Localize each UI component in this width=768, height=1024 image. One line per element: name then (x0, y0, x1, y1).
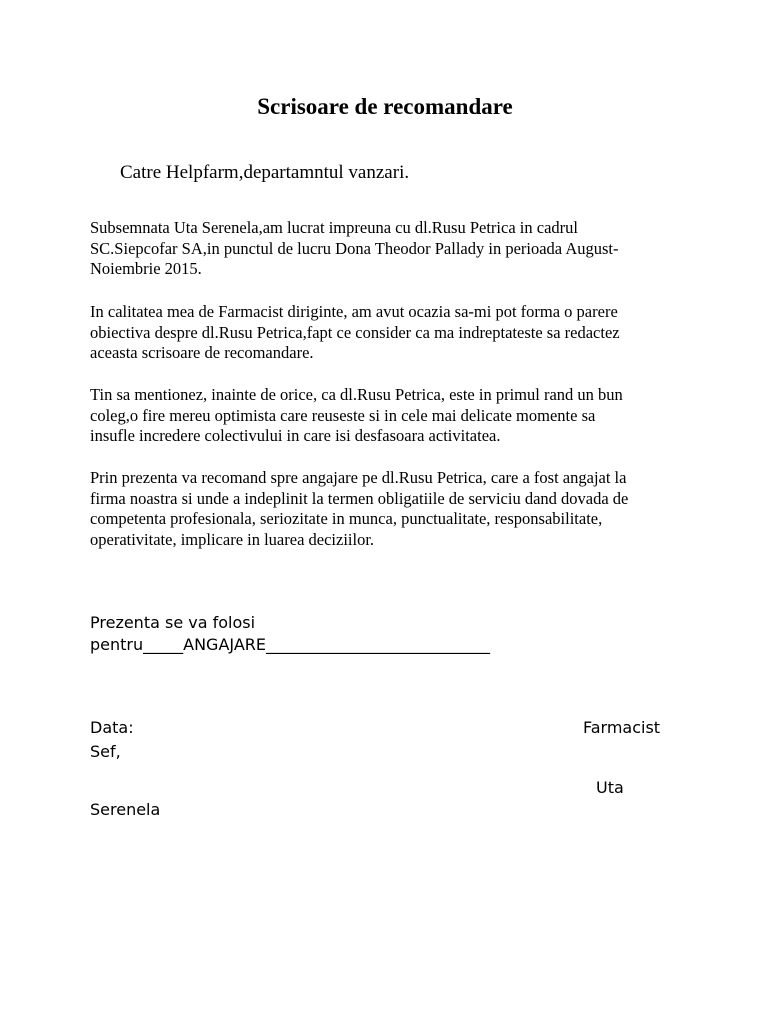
usage-purpose-line: pentru_____ANGAJARE____________________________ (90, 635, 490, 654)
signer-name-continued: Serenela (90, 800, 161, 819)
paragraph-line: obiectiva despre dl.Rusu Petrica,fapt ce consider ca ma indreptateste sa redactez (90, 322, 620, 342)
paragraph-line: firma noastra si unde a indeplinit la termen obligatiile de serviciu dand dovada de (90, 488, 629, 508)
paragraph-line: Prin prezenta va recomand spre angajare pe dl.Rusu Petrica, care a fost angajat la (90, 468, 627, 487)
usage-statement (90, 612, 490, 656)
paragraph-line: insufle incredere colectivului in care isi desfasoara activitatea. (90, 426, 501, 445)
paragraph-line: Tin sa mentionez, inainte de orice, ca dl.Rusu Petrica, este in primul rand un bun (90, 385, 623, 404)
letter-title: Scrisoare de recomandare (257, 94, 513, 119)
signer-role: Farmacist (583, 718, 661, 737)
signer-name: Uta (596, 778, 624, 797)
usage-line: Prezenta se va folosi (90, 613, 256, 632)
paragraph-line: Subsemnata Uta Serenela,am lucrat impreuna cu dl.Rusu Petrica in cadrul (90, 218, 578, 237)
paragraph-line: SC.Siepcofar SA,in punctul de lucru Dona Theodor Pallady in perioada August- (90, 238, 619, 258)
paragraph-intro (90, 218, 680, 280)
paragraph-line: aceasta scrisoare de recomandare. (90, 343, 314, 362)
paragraph-recommendation (90, 468, 680, 550)
date-label: Data: (90, 718, 134, 737)
signer-role-continued: Sef, (90, 742, 121, 761)
paragraph-line: coleg,o fire mereu optimista care reuseste si in cele mai delicate momente sa (90, 405, 596, 425)
paragraph-line: In calitatea mea de Farmacist diriginte, am avut ocazia sa-mi pot forma o parere (90, 302, 618, 321)
paragraph-character (90, 385, 680, 447)
paragraph-line: operativitate, implicare in luarea deciziilor. (90, 529, 375, 549)
paragraph-opinion (90, 302, 680, 364)
paragraph-line: competenta profesionala, seriozitate in munca, punctualitate, responsabilitate, (90, 509, 603, 528)
letter-recipient: Catre Helpfarm,departamntul vanzari. (120, 162, 410, 183)
paragraph-line: Noiembrie 2015. (90, 259, 202, 278)
